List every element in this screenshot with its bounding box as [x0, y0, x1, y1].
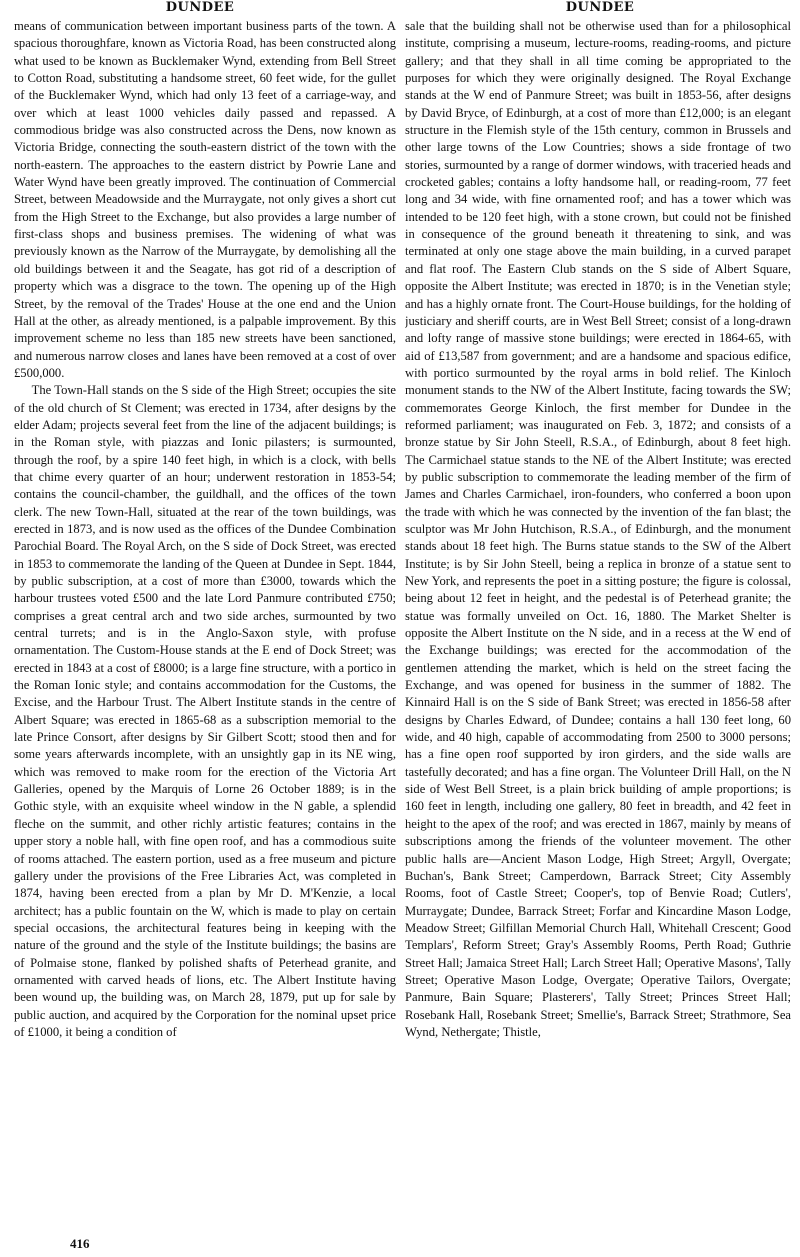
running-head-left: DUNDEE — [165, 0, 235, 15]
paragraph: sale that the building shall not be otherwise used than for a philosophical institute, comprising a museum, lecture-rooms, reading-rooms, and picture gallery; and that they shall in all time coming be appropriated to the purposes for which they were originally designed. The Royal Exchange stands at the W end of Panmure Street; was built in 1853-56, after designs by David Bryce, of Edinburgh, at a cost of more than £12,000; is an elegant structure in the Flemish style of the 15th century, common in Brussels and other large towns of the Low Countries; shows a side frontage of two stories, surmounted by a range of dormer windows, with traceried heads and crocketed gables; contains a lofty handsome hall, or reading-room, 77 feet long and 34 wide, with fine ornamented roof; and has a tower which was intended to be 120 feet high, with a stone crown, but could not be finished in consequence of the ground beneath it threatening to sink, and was terminated at only one stage above the main building, in a curved parapet and flat roof. The Eastern Club stands on the S side of Albert Square, opposite the Albert Institute; was erected in 1870; is in the Venetian style; and has a highly ornate front. The Court-House buildings, for the holding of justiciary and sheriff courts, are in West Bell Street; consist of a long-drawn and lofty range of massive stone buildings; were erected in 1864-65, with aid of £13,587 from government; and are a handsome and spacious edifice, with portico surmounted by the royal arms in bold relief. The Kinloch monument stands to the NW of the Albert Institute, facing towards the SW; commemorates George Kinloch, the first member for Dundee in the reformed parliament; was inaugurated on Feb. 3, 1872; and consists of a bronze statue by Sir John Steell, R.S.A., of Edinburgh, about 8 feet high. The Carmichael statue stands to the NE of the Albert Institute; was erected by public subscription to commemorate the leading member of the firm of James and Charles Carmichael, iron-founders, who conferred a boon upon the trade with which he was connected by the invention of the fan blast; the sculptor was Mr John Hutchison, R.S.A., of Edinburgh, and the monument stands about 18 feet high. The Burns statue stands to the SW of the Albert Institute; is by Sir John Steell, being a replica in bronze of a statue sent to New York, and represents the poet in a sitting posture; the figure is colossal, being about 12 feet in height, and the pedestal is of Peterhead granite; the statue was formally unveiled on Oct. 16, 1880. The Market Shelter is opposite the Albert Institute on the N side, and in a recess at the W end of the Exchange buildings; was erected for the accommodation of the gentlemen attending the market, which is held on the street facing the Exchange, and was opened for business in the summer of 1882. The Kinnaird Hall is on the S side of Bank Street; was erected in 1856-58 after designs by Charles Edward, of Dundee; contains a hall 130 feet long, 60 wide, and 40 high, capable of accommodating from 2500 to 3000 persons; has a fine open roof supported by iron girders, and the side walls are tastefully decorated; and has a fine organ. The Volunteer Drill Hall, on the N side of West Bell Street, is a plain brick building of ample proportions; is 160 feet in length, including one gallery, 80 feet in breadth, and 42 feet in height to the apex of the roof; and was erected in 1867, mainly by means of subscriptions among the friends of the volunteer movement. The other public halls are—Ancient Mason Lodge, High Street; Argyll, Overgate; Buchan's, Bank Street; Camperdown, Barrack Street; City Assembly Rooms, foot of Castle Street; Cooper's, top of Benvie Road; Cutlers', Murraygate; Dundee, Barrack Street; Forfar and Kincardine Mason Lodge, Meadow Street; Gilfillan Memorial Church Hall, Whitehall Crescent; Good Templars', Reform Street; Gray's Assembly Rooms, Perth Road; Guthrie Street Hall; Jamaica Street Hall; Larch Street Hall; Operative Masons', Tally Street; Operative Mason Lodge, Overgate; Operative Tailors, Overgate; Panmure, Bain Square; Plasterers', Tally Street; Princes Street Hall; Rosebank Hall, Rosebank Street; Smellie's, Barrack Street; Strathmore, Sea Wynd, Nethergate; Thistle, — [405, 19, 791, 1039]
paragraph: means of communication between important business parts of the town. A spacious thoroughfare, known as Victoria Road, has been constructed along what used to be known as Bucklemaker Wynd, extending from Bell Street to Cotton Road, substituting a handsome street, 60 feet wide, for the gullet of the Bucklemaker Wynd, which had only 13 feet of a carriage-way, and over which at least 1000 vehicles daily passed and repassed. A commodious bridge was also constructed across the Dens, now known as Victoria Bridge, connecting the south-eastern district of the town with the north-eastern. The approaches to the eastern district by Powrie Lane and Water Wynd have been greatly improved. The continuation of Commercial Street, between Meadowside and the Murraygate, not only gives a short cut from the High Street to the Exchange, but also provides a large number of first-class shops and business premises. The widening of what was previously known as the Narrow of the Murraygate, by demolishing all the old buildings between it and the Seagate, has got rid of a description of property which was a disgrace to the town. The opening up of the High Street, by the removal of the Trades' House at the one end and the Union Hall at the other, as already mentioned, is a palpable improvement. By this improvement scheme no less than 185 new streets have been sanctioned, and numerous narrow closes and lanes have been removed at a cost of over £500,000. — [14, 19, 396, 380]
running-head-right: DUNDEE — [565, 0, 635, 15]
left-text-column — [14, 18, 396, 1230]
page-number: 416 — [70, 1236, 90, 1251]
right-text-column — [405, 18, 791, 1230]
paragraph: The Town-Hall stands on the S side of the High Street; occupies the site of the old church of St Clement; was erected in 1734, after designs by the elder Adam; projects several feet from the line of the adjacent buildings; is in the Roman style, with piazzas and Ionic pilasters; is surmounted, through the roof, by a spire 140 feet high, in which is a clock, with bells that chime every quarter of an hour; underwent restoration in 1853-54; contains the council-chamber, the guildhall, and the offices of the town clerk. The new Town-Hall, situated at the rear of the town buildings, was erected in 1873, and is now used as the offices of the Dundee Combination Parochial Board. The Royal Arch, on the S side of Dock Street, was erected in 1853 to commemorate the landing of the Queen at Dundee in Sept. 1844, by public subscription, at a cost of more than £3000, towards which the harbour trustees voted £500 and the late Lord Panmure contributed £750; comprises a great central arch and two side arches, surmounted by two central turrets; and is in the Anglo-Saxon style, with profuse ornamentation. The Custom-House stands at the E end of Dock Street; was erected in 1843 at a cost of £8000; is a large fine structure, with a portico in the Roman Ionic style; and contains accommodation for the Customs, the Excise, and the Harbour Trust. The Albert Institute stands in the centre of Albert Square; was erected in 1865-68 as a subscription memorial to the late Prince Consort, after designs by Sir Gilbert Scott; stood then and for some years afterwards incomplete, with an unsightly gap in its NE wing, which was removed to make room for the erection of the Victoria Art Galleries, opened by the Marquis of Lorne 26 October 1889; is in the Gothic style, with an exquisite wheel window in the N gable, a splendid fleche on the summit, and other richly artistic features; contains in the upper story a noble hall, with fine open roof, and has a commodious suite of rooms attached. The eastern portion, used as a free museum and picture gallery under the provisions of the Free Libraries Act, was completed in 1874, having been erected from a plan by Mr D. M'Kenzie, a local architect; has a public fountain on the W, which is made to play on certain special occasions, the architectural features being in keeping with the nature of the ground and the style of the Institute buildings; the basins are of Polmaise stone, flanked by polished shafts of Peterhead granite, and ornamented with carved heads of lions, etc. The Albert Institute having been wound up, the building was, on March 28, 1879, put up for sale by public auction, and acquired by the Corporation for the nominal upset price of £1000, it being a condition of — [14, 383, 396, 1039]
